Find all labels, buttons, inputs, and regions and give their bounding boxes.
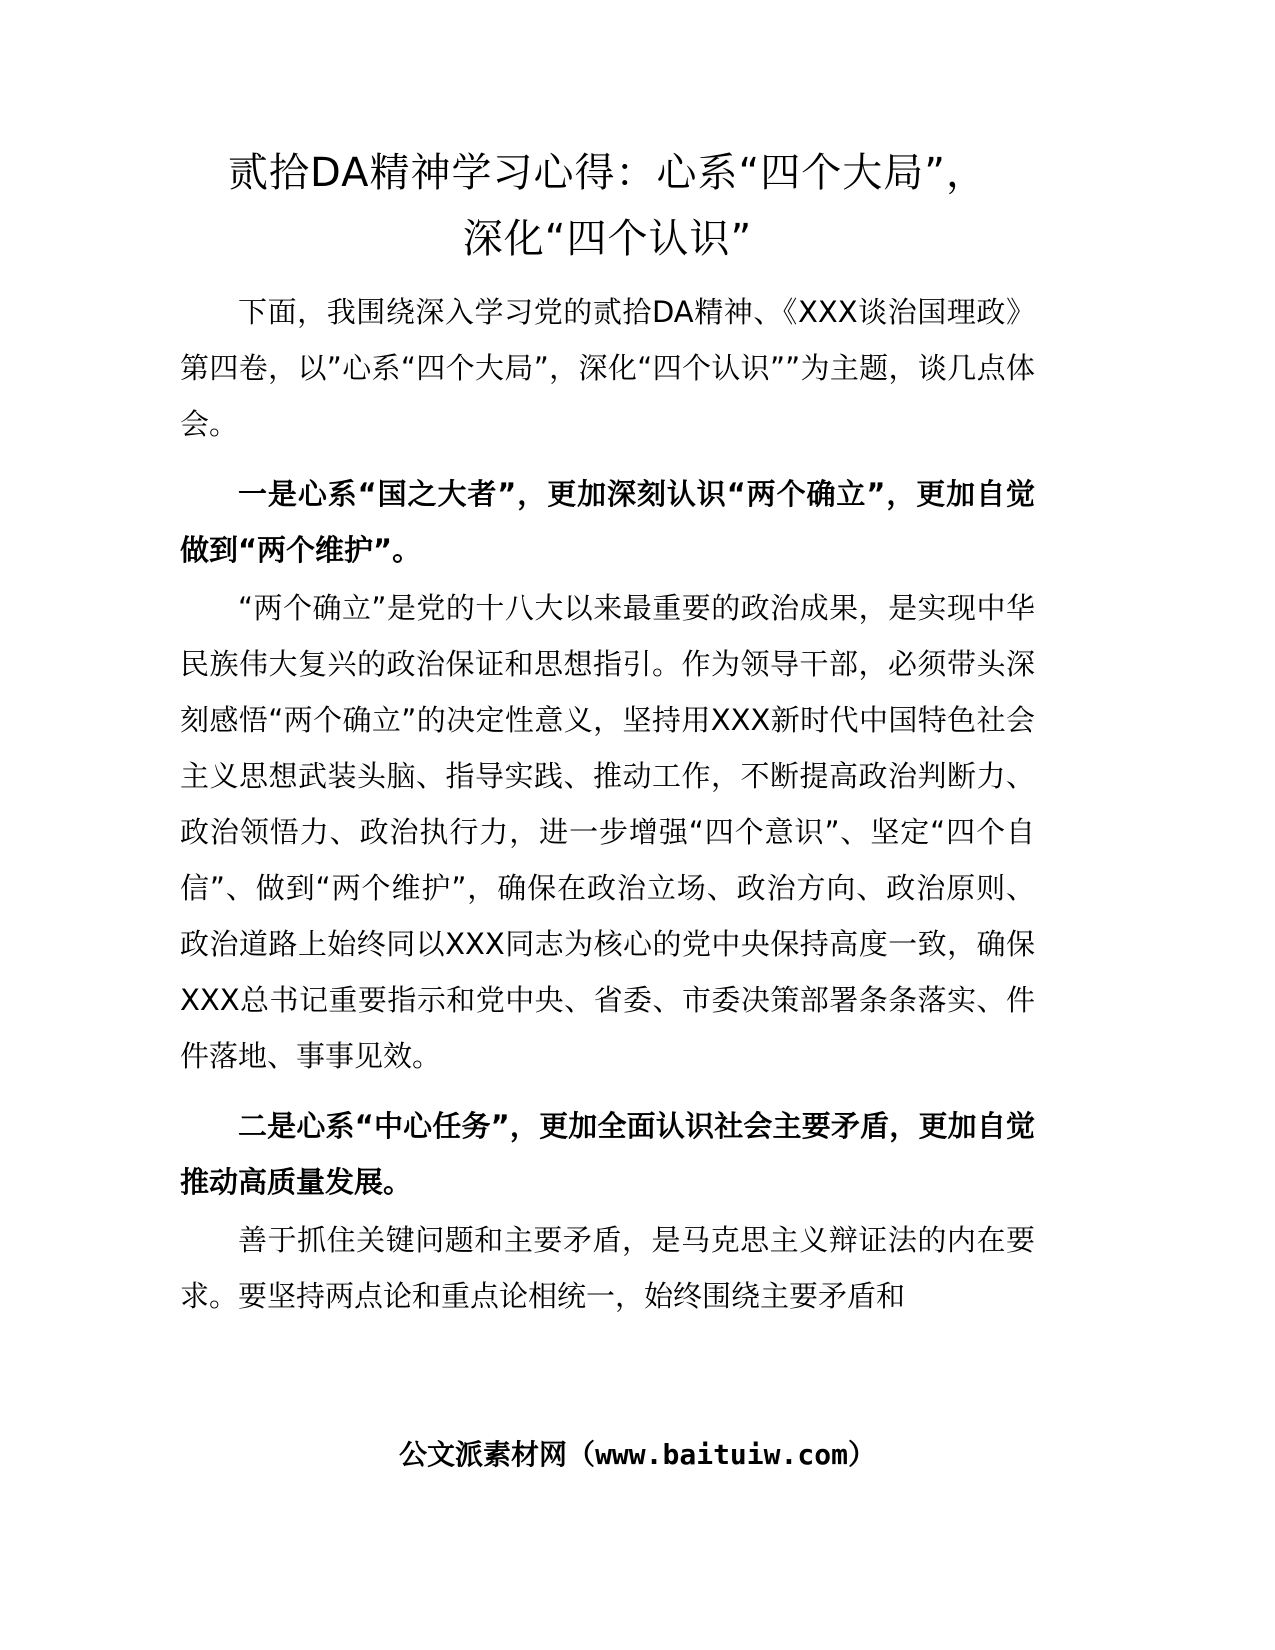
document-title <box>180 140 1035 272</box>
section-heading-1: 一是心系“国之大者”，更加深刻认识“两个确立”，更加自觉做到“两个维护”。 <box>180 477 1035 567</box>
footer-close-paren: ） <box>847 1438 876 1471</box>
title-line-2: 深化“四个认识” <box>462 216 753 262</box>
paragraph-section-2: 善于抓住关键问题和主要矛盾，是马克思主义辩证法的内在要求。要坚持两点论和重点论相统一，始终围绕主要矛盾和 <box>180 1223 1035 1313</box>
paragraph-intro: 下面，我围绕深入学习党的贰拾DA精神、《XXX谈治国理政》第四卷，以”心系“四个大局”，深化“四个认识””为主题，谈几点体会。 <box>180 295 1035 441</box>
footer-watermark <box>0 1430 1275 1480</box>
footer-url[interactable]: www.baituiw.com <box>595 1438 848 1471</box>
document-page <box>180 140 1035 1324</box>
paragraph-section-1: “两个确立”是党的十八大以来最重要的政治成果，是实现中华民族伟大复兴的政治保证和思想指引。作为领导干部，必须带头深刻感悟“两个确立”的决定性意义，坚持用XXX新时代中国特色社会主义思想武装头脑、指导实践、推动工作，不断提高政治判断力、政治领悟力、政治执行力，进一步增强“四个意识”、坚定“四个自信”、做到“两个维护”，确保在政治立场、政治方向、政治原则、政治道路上始终同以XXX同志为核心的党中央保持高度一致，确保XXX总书记重要指示和党中央、省委、市委决策部署条条落实、件件落地、事事见效。 <box>180 591 1035 1073</box>
footer-open-paren: （ <box>567 1438 596 1471</box>
section-heading-2: 二是心系“中心任务”，更加全面认识社会主要矛盾，更加自觉推动高质量发展。 <box>180 1109 1035 1199</box>
title-line-1: 贰拾DA精神学习心得：心系“四个大局”， <box>228 150 987 196</box>
footer-site-name: 公文派素材网 <box>399 1438 568 1471</box>
